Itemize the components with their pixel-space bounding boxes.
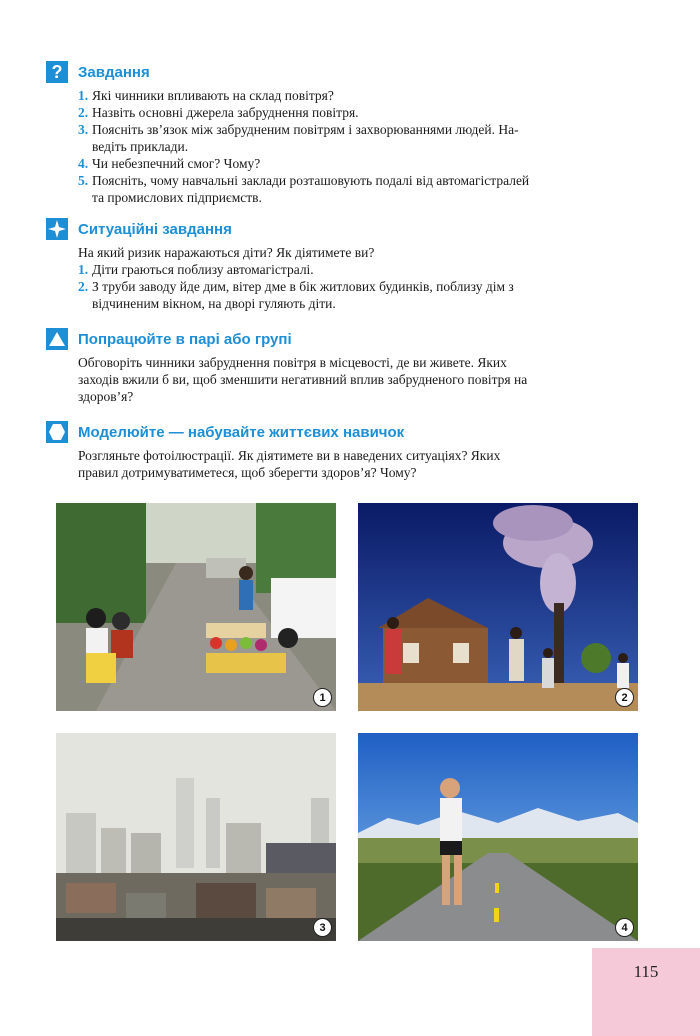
list-item: 1. Які чинники впливають на склад повітря? [78,88,334,103]
modeling-header [46,420,646,444]
list-item: 4. Чи небезпечний смог? Чому? [78,156,261,171]
question-icon: ? [46,61,68,83]
tasks-section [46,60,646,206]
situations-body [78,244,646,312]
photo-factory-smoke [358,503,638,711]
pair-work-title: Попрацюйте в парі або групі [78,330,292,348]
pair-work-body: Обговоріть чинники забруднення повітря в місцевості, де ви живете. Яких заходів вжили б ви, щоб зменшити негативний вплив забрудненого повітря на здоров’я? [78,355,528,404]
photo-number-badge: 3 [313,918,332,937]
modeling-title: Моделюйте — набувайте життєвих навичок [78,423,405,441]
triangle-icon [46,328,68,350]
photo-smog-city [56,733,336,941]
situations-intro: На який ризик наражаються діти? Як діятимете ви? [78,245,375,260]
tasks-title: Завдання [78,63,150,81]
photo-number-badge: 4 [615,918,634,937]
list-item: 3. Поясніть зв’язок між забрудненим повітрям і захворюваннями людей. На- ведіть приклади. [78,122,519,154]
list-item: 5. Поясніть, чому навчальні заклади розташовують подалі від автомагістралей та промислових підприємств. [78,173,530,205]
page-number: 115 [633,962,659,981]
list-item: 2. З труби заводу йде дим, вітер дме в бік житлових будинків, поблизу дім з відчиненим вікном, на дворі гуляють діти. [78,279,514,311]
modeling-section [46,420,646,481]
photo-number-badge: 1 [313,688,332,707]
situations-section [46,217,646,312]
photo-number-badge: 2 [615,688,634,707]
tasks-header [46,60,646,84]
hexagon-icon [46,421,68,443]
pair-work-section [46,327,646,405]
page-number-tab [592,948,700,1036]
photo-roadside-market [56,503,336,711]
compass-star-icon [46,218,68,240]
list-item: 1. Діти граються поблизу автомагістралі. [78,262,314,277]
pair-work-header [46,327,646,351]
list-item: 2. Назвіть основні джерела забруднення повітря. [78,105,359,120]
situations-title: Ситуаційні завдання [78,220,232,238]
photo-runner-road [358,733,638,941]
modeling-body: Розгляньте фотоілюстрації. Як діятимете ви в наведених ситуаціях? Яких правил дотримуватиметеся, щоб зберегти здоров’я? Чому? [78,448,501,480]
situations-header [46,217,646,241]
tasks-list [78,87,646,206]
